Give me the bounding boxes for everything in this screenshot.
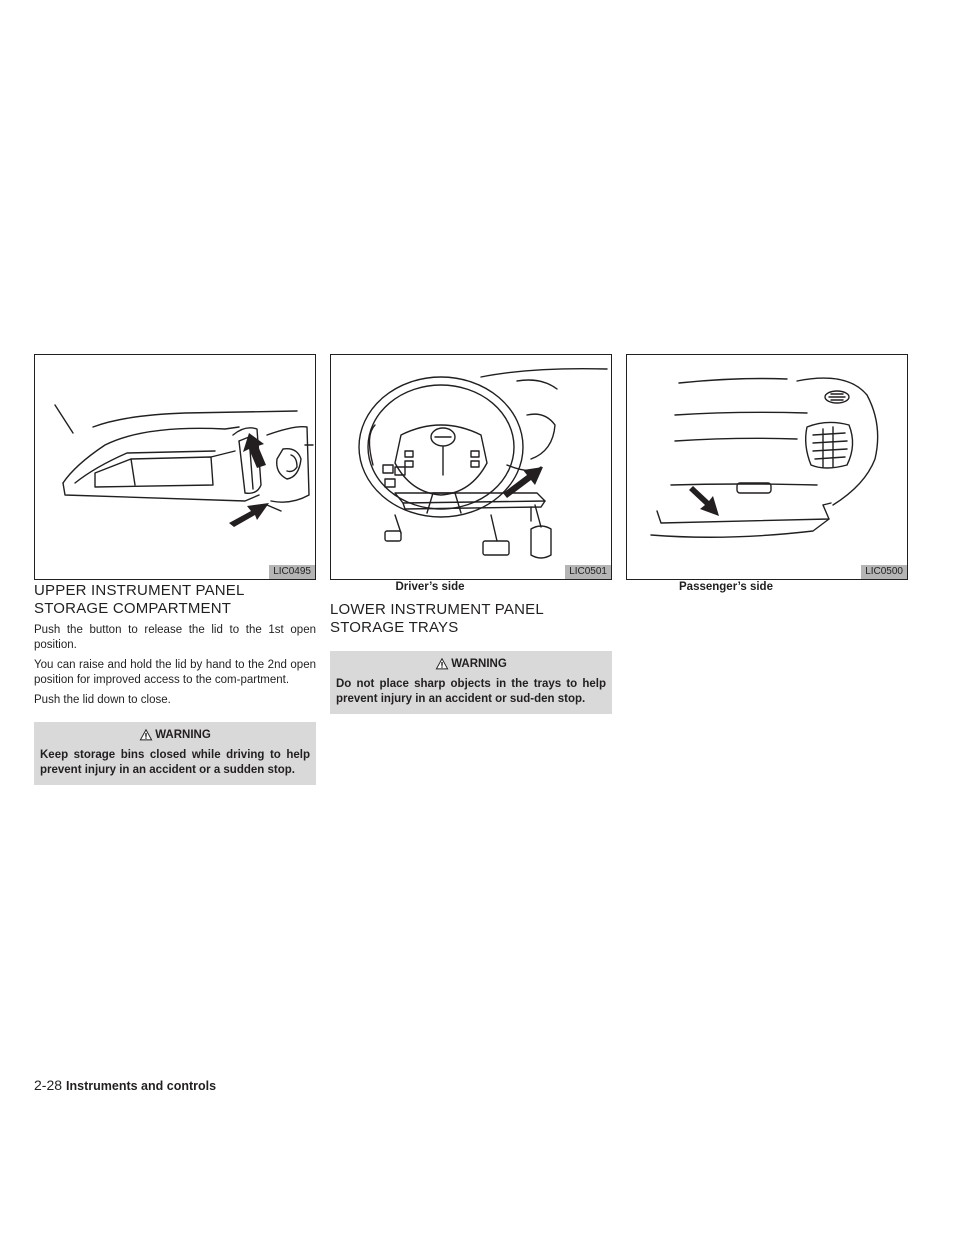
driver-side-illustration <box>331 355 611 579</box>
paragraph-1: Push the button to release the lid to the 1st open position. <box>34 624 316 651</box>
page-footer <box>34 1077 216 1093</box>
column-passenger-figure <box>626 354 908 593</box>
column-upper-storage <box>34 354 316 785</box>
warning-title: WARNING <box>451 657 507 670</box>
figure-code-upper: LIC0495 <box>269 565 315 579</box>
warning-header <box>336 657 606 670</box>
page-number: 2-28 <box>34 1077 63 1093</box>
heading-line-1: LOWER INSTRUMENT PANEL <box>330 601 544 618</box>
figure-upper-storage <box>34 354 316 580</box>
warning-triangle-icon <box>435 657 449 670</box>
paragraph-2: You can raise and hold the lid by hand to the 2nd open position for improved access to the com-partment. <box>34 659 316 686</box>
paragraph-3: Push the lid down to close. <box>34 694 171 706</box>
column-lower-storage <box>330 354 612 714</box>
heading-line-2: STORAGE TRAYS <box>330 619 459 636</box>
warning-triangle-icon <box>139 728 153 741</box>
heading-line-2: STORAGE COMPARTMENT <box>34 600 232 617</box>
warning-text: Keep storage bins closed while driving to help prevent injury in an accident or a sudden stop. <box>40 749 310 776</box>
figure-code-passenger: LIC0500 <box>861 565 907 579</box>
section-heading-lower <box>330 601 612 637</box>
heading-line-1: UPPER INSTRUMENT PANEL <box>34 582 245 599</box>
figure-caption-passenger: Passenger’s side <box>679 581 773 593</box>
warning-text: Do not place sharp objects in the trays to help prevent injury in an accident or sud-den stop. <box>336 678 606 705</box>
figure-caption-driver: Driver’s side <box>395 581 465 593</box>
warning-box-lower <box>330 651 612 714</box>
figure-passenger-side <box>626 354 908 580</box>
warning-header <box>40 728 310 741</box>
passenger-side-illustration <box>627 355 907 579</box>
figure-driver-side <box>330 354 612 580</box>
upper-storage-illustration <box>35 355 315 579</box>
warning-title: WARNING <box>155 728 211 741</box>
section-heading-upper <box>34 582 316 618</box>
warning-box-upper <box>34 722 316 785</box>
figure-code-driver: LIC0501 <box>565 565 611 579</box>
section-name: Instruments and controls <box>66 1079 217 1093</box>
